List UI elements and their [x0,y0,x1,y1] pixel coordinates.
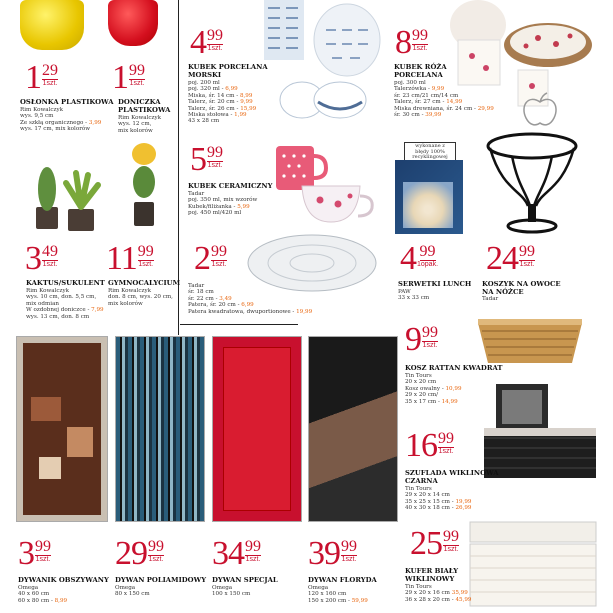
price-talerz: 2 99 1szt. [194,240,227,277]
glass-plate-image [245,232,380,294]
name-dywan-specjal: DYWAN SPECJAL [212,576,278,584]
cactus-succulent-image [28,155,103,233]
fruit-basket-image [482,130,582,238]
price-doniczka: 1 99 1szt. [112,59,145,96]
name-doniczka: DONICZKA PLASTIKOWA [118,98,171,114]
desc-kufer: Tin Tours 29 x 20 x 16 cm 35,99 36 x 28 x 20 cm - 45,99 [405,584,472,603]
desc-kubek-ceramiczny: Tadar poj. 350 ml, mix wzorów Kubek/filiżanka - 5,99 poj. 450 ml/420 ml [188,191,258,217]
red-pot-image [108,0,158,46]
price-dywanik: 3 99 1szt. [18,535,51,572]
white-wicker-chest-image [466,516,600,610]
desc-koszyk: Tadar [482,296,499,302]
price-serwetki: 4 99 1opak. [400,240,439,277]
name-kosz-rattan: KOSZ RATTAN KWADRAT [405,364,503,372]
price-kaktus: 3 49 1szt. [25,240,58,277]
desc-szuflada: Tin Tours 29 x 20 x 14 cm 35 x 25 x 15 cm - 19,99 40 x 30 x 18 cm - 26,99 [405,486,472,512]
price-kubek-ceramiczny: 5 99 1szt. [190,141,223,178]
name-kaktus: KAKTUS/SUKULENT [26,279,105,287]
name-kufer: KUFER BIAŁY WIKLINOWY [405,567,459,583]
name-serwetki: SERWETKI LUNCH [398,280,472,288]
desc-dywan-specjal: Omega 100 x 150 cm [212,585,251,598]
price-kubek-roza: 8 99 1szt. [395,24,428,61]
name-oslonka: OSŁONKA PLASTIKOWA [20,98,114,106]
price-oslonka: 1 29 1szt. [25,59,58,96]
recycled-paper-note: wykonane z błędy 100% recyklingowej [404,142,456,163]
name-szuflada: SZUFLADA WIKLINOWA CZARNA [405,469,499,485]
price-kubek-morski: 4 99 1szt. [190,24,223,61]
desc-dywan-floryda: Omega 120 x 160 cm 150 x 200 cm - 59,99 [308,585,368,604]
rug-floryda-image [308,336,398,522]
name-dywan-floryda: DYWAN FLORYDA [308,576,377,584]
desc-gymnocalycium: Rim Kowalczyk don. 8 cm, wys. 20 cm, mix kolorów [108,288,173,307]
name-kubek-morski: KUBEK PORCELANA MORSKI [188,63,268,79]
ceramic-mugs-image [272,142,382,234]
price-szuflada: 16 99 1szt. [405,427,454,464]
rug-poliamid-image [115,336,205,522]
desc-serwetki: PAW 33 x 33 cm [398,289,430,302]
name-dywanik: DYWANIK OBSZYWANY [18,576,109,584]
desc-oslonka: Rim Kowalczyk wys. 9,5 cm Ze szkłą organicznego - 3,99 wys. 17 cm, mix kolorów [20,107,102,133]
price-kosz-rattan: 9 99 1szt. [405,321,438,358]
apple-icon [520,92,560,128]
desc-dywanik: Omega 40 x 60 cm 60 x 80 cm - 8,99 [18,585,68,604]
price-dywan-specjal: 34 99 1szt. [212,535,261,572]
desc-kubek-morski: poj. 200 ml poj. 320 ml - 6,99 Miska, śr. 14 cm - 8,99 Talerz, śr. 20 cm - 9,99 Talerz, śr. 26 cm - 15,99 Miska stołowa - 1,99 43 x 28 cm [188,80,257,125]
price-kufer: 25 99 1szt. [410,525,459,562]
desc-kosz-rattan: Tin Tours 20 x 20 cm Kosz owalny - 10,99 29 x 20 cm/ 35 x 17 cm - 14,99 [405,373,462,405]
rattan-basket-image [474,313,586,365]
name-koszyk: KOSZYK NA OWOCE NA NÓŻCE [482,280,561,296]
desc-dywan-poliamid: Omega 80 x 150 cm [115,585,150,598]
price-koszyk: 24 99 1szt. [486,240,535,277]
rug-specjal-image [212,336,302,522]
sea-porcelain-image [262,0,382,125]
yellow-pot-image [20,0,84,50]
price-dywan-floryda: 39 99 1szt. [308,535,357,572]
row-divider [180,324,298,325]
name-gymnocalycium: GYMNOCALYCIUM [108,279,181,287]
napkins-image [395,160,463,234]
desc-doniczka: Rim Kowalczyk wys. 12 cm, mix kolorów [118,115,162,134]
desc-talerz: Tadar śr. 18 cm śr. 22 cm - 3,49 Patera, śr. 20 cm - 6,99 Patera kwadratowa, dwuportionowe - 19,99 [188,283,313,315]
price-gymnocalycium: 11 99 1szt. [106,240,154,277]
desc-kaktus: Rim Kowalczyk wys. 10 cm, don. 5,5 cm, mix odmian W ozdobnej doniczce - 7,99 wys. 13 cm, don. 8 cm [26,288,104,320]
desc-kubek-roza: poj. 300 ml Talerzówka - 9,99 śr. 23 cm/21 cm/14 cm Talerz, śr. 27 cm - 14,99 Miska drewniana, śr. 24 cm - 29,99 śr. 30 cm - 39,99 [394,80,494,119]
name-kubek-roza: KUBEK RÓŻA PORCELANA [394,63,447,79]
price-dywan-poliamid: 29 99 1szt. [115,535,164,572]
name-dywan-poliamid: DYWAN POLIAMIDOWY [115,576,207,584]
rug-dywanik-image [16,336,108,522]
gymnocalycium-image [127,140,161,232]
name-kubek-ceramiczny: KUBEK CERAMICZNY [188,182,273,190]
